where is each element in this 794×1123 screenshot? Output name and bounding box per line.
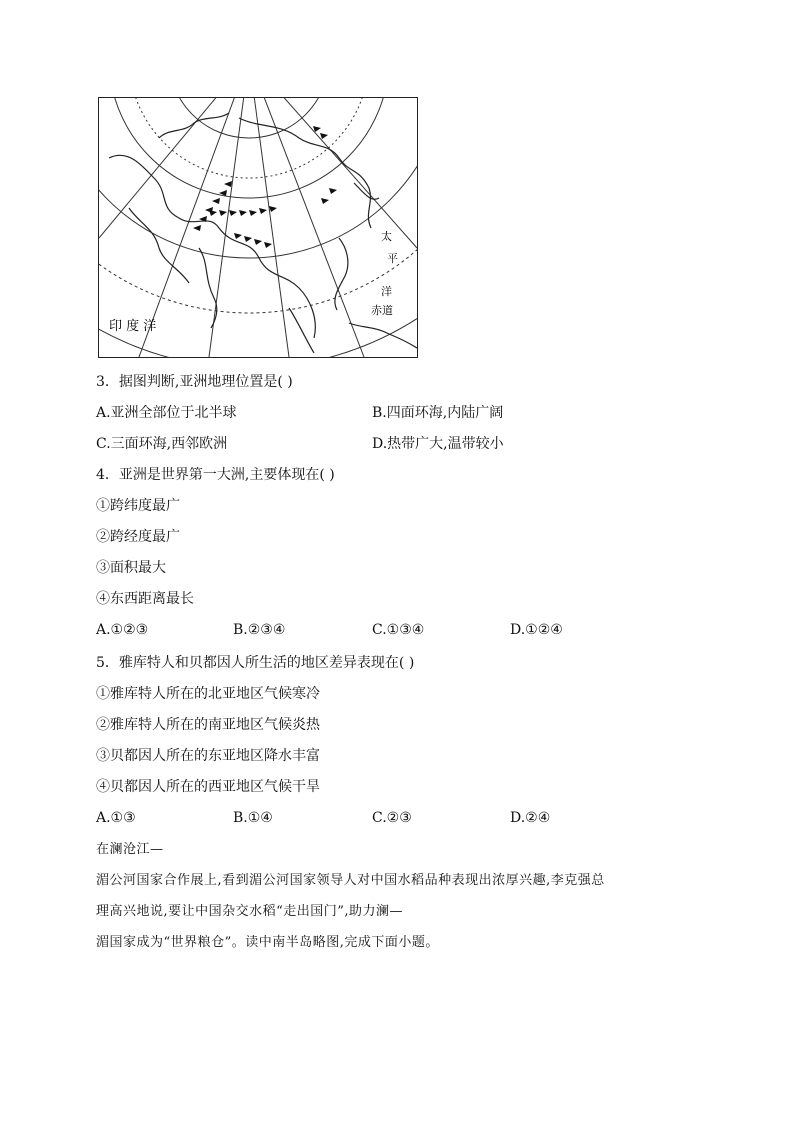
- passage-line-2: 湄公河国家合作展上,看到湄公河国家领导人对中国水稻品种表现出浓厚兴趣,李克强总: [96, 873, 605, 888]
- q5-option-b[interactable]: B.①④: [233, 810, 273, 826]
- q5-item-1: ①雅库特人所在的北亚地区气候寒冷: [96, 686, 320, 702]
- asia-map-svg: [99, 98, 417, 357]
- q3-option-d[interactable]: D.热带广大,温带较小: [372, 436, 504, 452]
- q4-option-d[interactable]: D.①②④: [510, 622, 563, 638]
- q4-option-c[interactable]: C.①③④: [372, 622, 425, 638]
- q4-option-a[interactable]: A.①②③: [96, 622, 149, 638]
- q4-option-b[interactable]: B.②③④: [233, 622, 286, 638]
- pacific-label-1: 太: [381, 230, 392, 243]
- asia-map-figure: [98, 97, 418, 358]
- q3-option-c[interactable]: C.三面环海,西邻欧洲: [96, 436, 228, 452]
- question-4-stem: 4．亚洲是世界第一大洲,主要体现在( ): [96, 467, 335, 483]
- q3-option-b[interactable]: B.四面环海,内陆广阔: [372, 405, 504, 421]
- q4-item-4: ④东西距离最长: [96, 591, 194, 607]
- passage-line-1: 在澜沧江—: [96, 842, 164, 857]
- pacific-label-3: 洋: [381, 285, 392, 298]
- q5-option-c[interactable]: C.②③: [372, 810, 412, 826]
- q5-item-3: ③贝都因人所在的东亚地区降水丰富: [96, 748, 320, 764]
- equator-label: 赤道: [371, 304, 393, 317]
- passage-line-3: 理高兴地说,要让中国杂交水稻“走出国门”,助力澜—: [96, 904, 404, 919]
- q4-item-3: ③面积最大: [96, 560, 166, 576]
- q5-option-d[interactable]: D.②④: [510, 810, 551, 826]
- q5-item-2: ②雅库特人所在的南亚地区气候炎热: [96, 717, 320, 733]
- passage-line-4: 湄国家成为“世界粮仓”。读中南半岛略图,完成下面小题。: [96, 935, 439, 950]
- question-5-stem: 5．雅库特人和贝都因人所生活的地区差异表现在( ): [96, 655, 415, 671]
- question-3-stem: 3．据图判断,亚洲地理位置是( ): [96, 374, 293, 390]
- q5-option-a[interactable]: A.①③: [96, 810, 136, 826]
- pacific-label-2: 平: [387, 252, 398, 265]
- q4-item-2: ②跨经度最广: [96, 529, 180, 545]
- q4-item-1: ①跨纬度最广: [96, 498, 180, 514]
- q3-option-a[interactable]: A.亚洲全部位于北半球: [96, 405, 237, 421]
- indian-ocean-label: 印 度 洋: [109, 319, 157, 334]
- q5-item-4: ④贝都因人所在的西亚地区气候干旱: [96, 779, 320, 795]
